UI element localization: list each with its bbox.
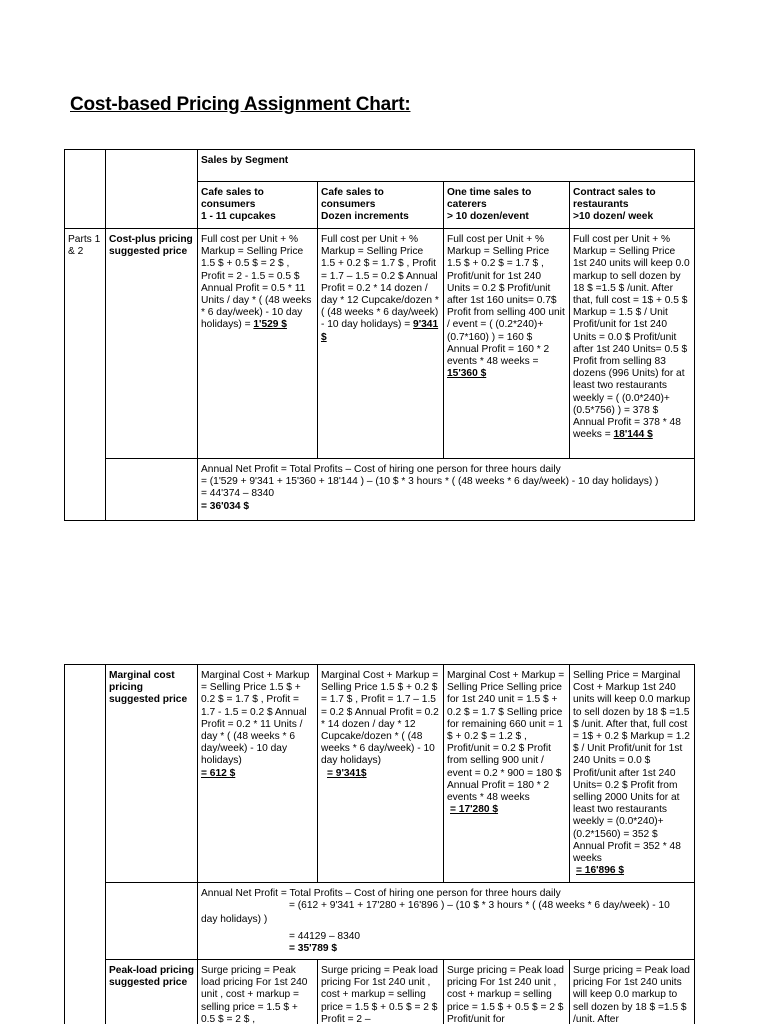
empty-cell [106, 459, 198, 521]
cell-result: 9'341 $ [321, 319, 439, 343]
table-cell [570, 665, 695, 883]
column-header: Cafe sales to consumers Dozen increments [318, 182, 444, 229]
cell-result: = 9'341$ [327, 767, 367, 779]
cell-result: = 612 $ [201, 767, 236, 779]
column-header: Contract sales to restaurants >10 dozen/ week [570, 182, 695, 229]
cell-result: 15'360 $ [447, 368, 487, 380]
table-cell: Surge pricing = Peak load pricing For 1st 240 unit , cost + markup = selling price = 1.5 $ + 0.5 $ = 2 $ , [198, 960, 318, 1024]
summary-line: = (1'529 + 9'341 + 15'360 + 18'144 ) – (10 $ * 3 hours * ( (48 weeks * 6 day/week) - 10 day holidays) ) [201, 476, 659, 488]
table-cell: Surge pricing = Peak load pricing For 1st 240 units will keep 0.0 markup to sell dozen by 18 $ =1.5 $ /unit. After [570, 960, 695, 1024]
table-cell: Surge pricing = Peak load pricing For 1st 240 unit , cost + markup = selling price = 1.5 $ + 0.5 $ = 2 $ Profit/unit for [444, 960, 570, 1024]
table-cell: Surge pricing = Peak load pricing For 1st 240 unit , cost + markup = selling price = 1.5 $ + 0.5 $ = 2 $ Profit = 2 – [318, 960, 444, 1024]
cell-text: Full cost per Unit + % Markup = Selling Price 1.5 $ + 0.5 $ = 2 $ , Profit = 2 - 1.5 = 0.5 $ Annual Profit = 0.5 * 11 Units / day * ( (48 weeks * 6 day/week) - 10 day holidays) = [201, 234, 312, 331]
summary-line: Annual Net Profit = Total Profits – Cost of hiring one person for three hours daily [201, 464, 561, 475]
table-cell [198, 665, 318, 883]
table-cell [318, 229, 444, 459]
cell-text: Full cost per Unit + % Markup = Selling Price 1.5 $ + 0.2 $ = 1.7 $ , Profit/unit for 1st 240 Units = 0.2 $ Profit/unit after 1st 160 units= 0.7$ Profit from selling 400 unit / event = ( (0.2*240)+(0.7*160) ) = 160 $ Annual Profit = 160 * 2 events * 48 weeks = [447, 234, 565, 368]
cell-text: Full cost per Unit + % Markup = Selling Price 1st 240 units will keep 0.0 markup to sell dozen by 18 $ =1.5 $ /unit. After that, full cost = 1$ + 0.5 $ Markup = 1.5 $ / Unit Profit/unit for 1st 240 Units = 0.0 $ Profit/unit after 1st 240 Units= 0.5 $ Profit from selling 83 dozens (996 Units) for at least two restaurants weekly = ( (0.0*240)+(0.5*756) ) = 378 $ Annual Profit = 378 * 48 weeks = [573, 234, 690, 441]
cell-text: Marginal Cost + Markup = Selling Price 1.5 $ + 0.2 $ = 1.7 $ , Profit = 1.7 - 1.5 = 0.2 $ Annual Profit = 0.2 * 11 Units / day * ( (48 weeks * 6 day/week) - 10 day holidays) [201, 670, 310, 767]
summary-total: = 35'789 $ [289, 942, 338, 954]
summary-line: Annual Net Profit = Total Profits – Cost of hiring one person for three hours daily [201, 888, 561, 899]
empty-cell [106, 150, 198, 229]
table-cell [444, 229, 570, 459]
summary-line: = 44'374 – 8340 [201, 488, 275, 500]
summary-line: = 44129 – 8340 [289, 930, 361, 942]
cell-result: = 16'896 $ [576, 865, 625, 877]
cell-text: Marginal Cost + Markup = Selling Price Selling price for 1st 240 unit = 1.5 $ + 0.2 $ = 1.7 $ Selling price for remaining 660 unit = 1 $ + 0.2 $ = 1.2 $ , Profit/unit = 0.2 $ Profit from selling 900 unit / event = 0.2 * 900 = 180 $ Annual Profit = 180 * 2 events * 48 weeks [447, 670, 565, 804]
empty-cell [106, 883, 198, 960]
table-cell [444, 665, 570, 883]
row-label: Marginal cost pricing suggested price [106, 665, 198, 883]
cell-text: Selling Price = Marginal Cost + Markup 1st 240 units will keep 0.0 markup to sell dozen by 18 $ =1.5 $ /unit. After that, full cost = 1$ + 0.2 $ Markup = 1.2 $ / Unit Profit/unit for 1st 240 Units = 0.0 $ Profit/unit after 1st 240 Units= 0.2 $ Profit from selling 2000 Units for at least two restaurants weekly = (0.0*240)+(0.2*1560) = 352 $ Annual Profit = 352 * 48 weeks [573, 670, 691, 865]
cell-text: Marginal Cost + Markup = Selling Price 1.5 $ + 0.2 $ = 1.7 $ , Profit = 1.7 – 1.5 = 0.2 $ Annual Profit = 0.2 * 14 dozen / day * 12 Cupcake/dozen * ( (48 weeks * 6 day/week) - 10 day holidays) [321, 670, 439, 767]
marginal-cost-table [64, 664, 695, 1024]
cell-text: Full cost per Unit + % Markup = Selling Price 1.5 + 0.2 $ = 1.7 $ , Profit = 1.7 – 1.5 = 0.2 $ Annual Profit = 0.2 * 14 dozen / day * 12 Cupcake/dozen * ( (48 weeks * 6 day/week) - 10 day holidays) = [321, 234, 439, 331]
empty-cell [65, 150, 106, 229]
summary-cell [198, 459, 695, 521]
summary-line: day holidays) ) [201, 914, 268, 926]
column-header: Cafe sales to consumers 1 - 11 cupcakes [198, 182, 318, 229]
row-label: Peak-load pricing suggested price [106, 960, 198, 1024]
parts-label: Parts 1 & 2 [65, 229, 106, 521]
summary-line: = (612 + 9'341 + 17'280 + 16'896 ) – (10 $ * 3 hours * ( (48 weeks * 6 day/week) - 10 [289, 900, 670, 912]
row-label: Cost-plus pricing suggested price [106, 229, 198, 459]
cell-result: 1'529 $ [253, 319, 287, 331]
page-title: Cost-based Pricing Assignment Chart: [70, 94, 411, 115]
cell-result: = 17'280 $ [450, 804, 499, 816]
cell-result: 18'144 $ [613, 429, 653, 441]
cost-plus-table [64, 149, 695, 521]
table-cell [318, 665, 444, 883]
table-cell [570, 229, 695, 459]
table-cell [198, 229, 318, 459]
empty-cell [65, 665, 106, 1024]
summary-total: = 36'034 $ [201, 500, 250, 512]
column-header: One time sales to caterers > 10 dozen/event [444, 182, 570, 229]
section-header: Sales by Segment [198, 150, 695, 182]
summary-cell [198, 883, 695, 960]
